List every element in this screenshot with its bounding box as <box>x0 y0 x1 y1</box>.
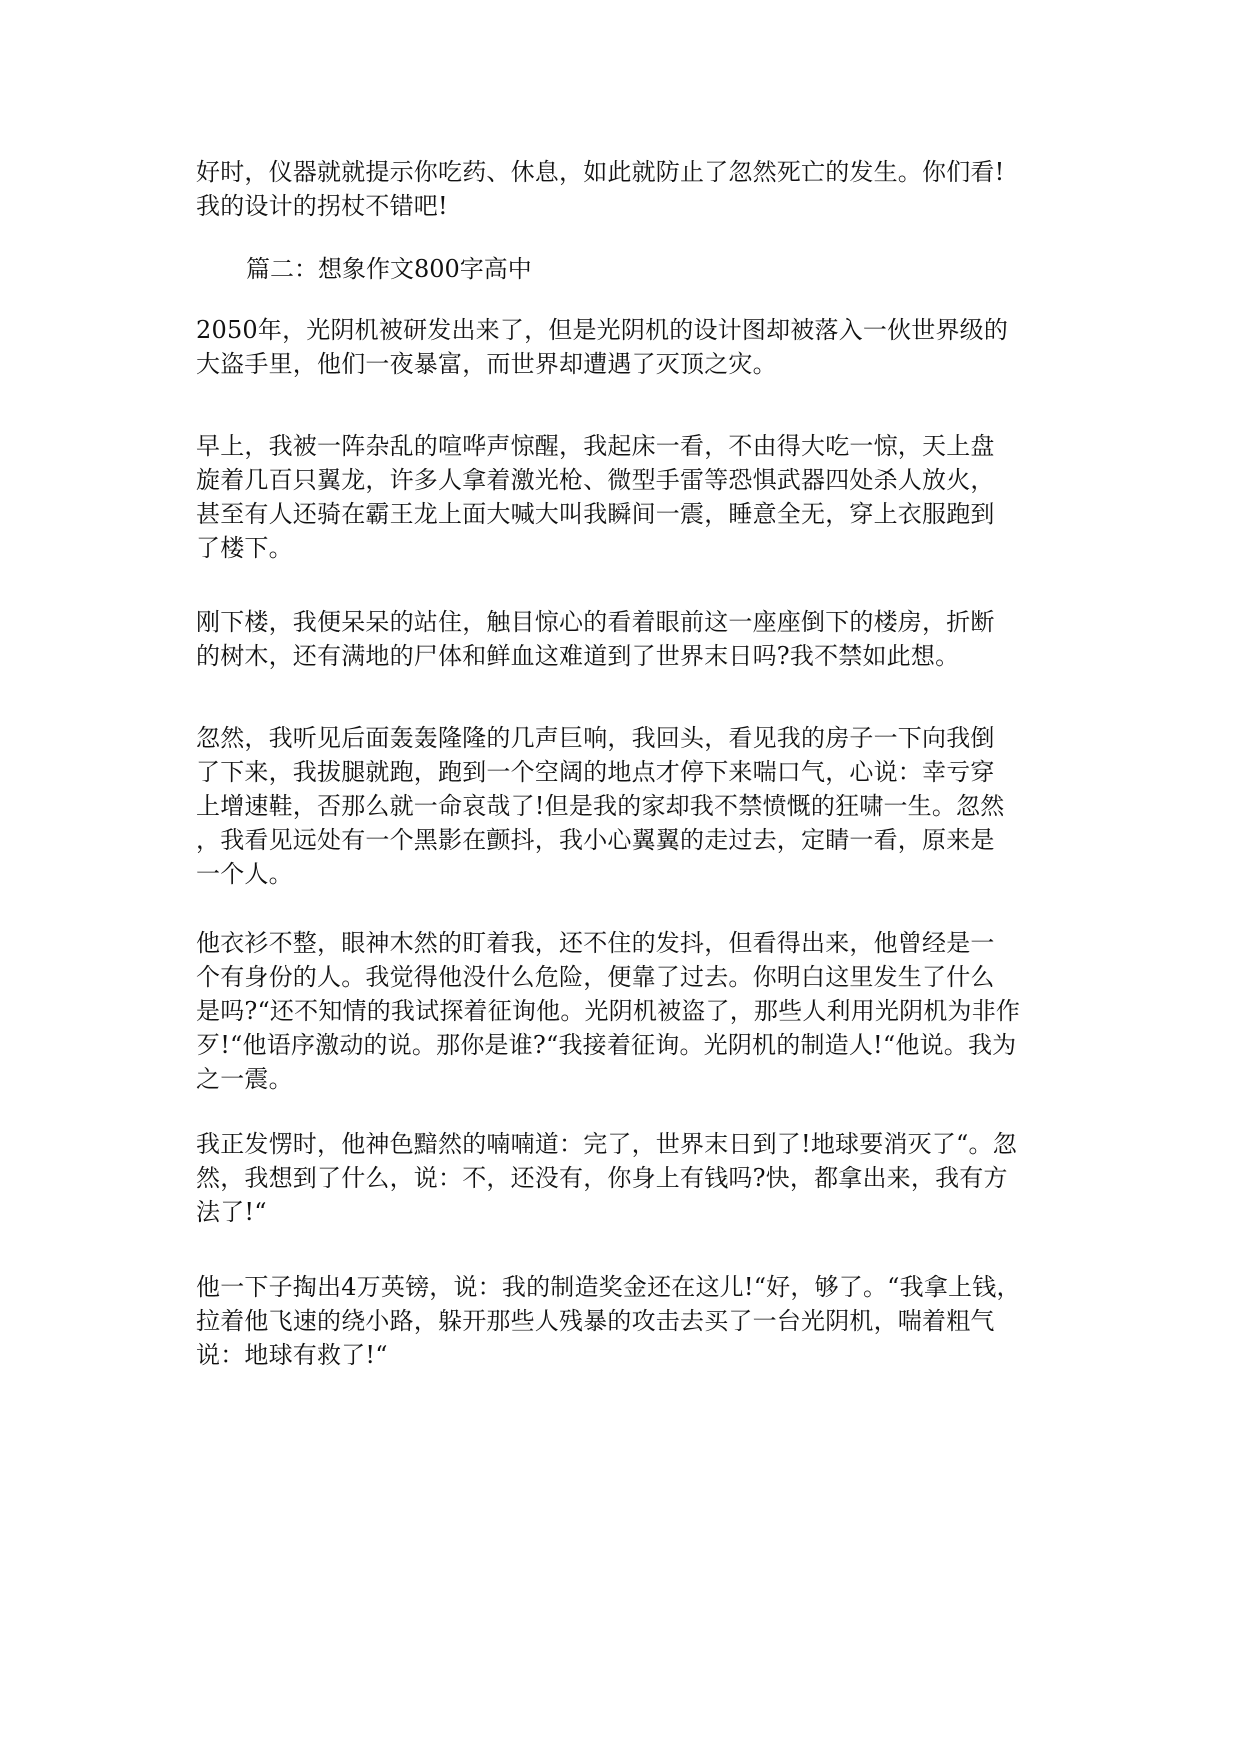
paragraph-cane-ending: 好时，仪器就就提示你吃药、休息，如此就防止了忽然死亡的发生。你们看! 我的设计的拐杖不错吧! <box>196 158 1005 220</box>
paragraph-downstairs: 刚下楼，我便呆呆的站住，触目惊心的看着眼前这一座座倒下的楼房，折断 的树木，还有满地的尸体和鲜血这难道到了世界末日吗?我不禁如此想。 <box>196 608 995 670</box>
paragraph-stranger: 他衣衫不整，眼神木然的盯着我，还不住的发抖，但看得出来，他曾经是一 个有身份的人。我觉得他没什么危险，便靠了过去。你明白这里发生了什么 是吗?“还不知情的我试探着征询他。光阴机被盗了，那些人利用光阴机为非作 歹!“他语序激动的说。那你是谁?“我接着征询。光阴机的制造人!“他说。我为 之一震。 <box>196 929 1021 1093</box>
paragraph-house-collapse: 忽然，我听见后面轰轰隆隆的几声巨响，我回头，看见我的房子一下向我倒 了下来，我拔腿就跑，跑到一个空阔的地点才停下来喘口气，心说：幸亏穿 上增速鞋，否那么就一命哀哉了!但是我的家却我不禁愤慨的狂啸一生。忽然 ，我看见远处有一个黑影在颤抖，我小心翼翼的走过去，定睛一看，原来是 一个人。 <box>196 724 1005 888</box>
paragraph-morning-chaos: 早上，我被一阵杂乱的喧哗声惊醒，我起床一看，不由得大吃一惊，天上盘 旋着几百只翼龙，许多人拿着激光枪、微型手雷等恐惧武器四处杀人放火， 甚至有人还骑在霸王龙上面大喊大叫我瞬间一震，睡意全无，穿上衣服跑到 了楼下。 <box>196 432 995 562</box>
paragraph-time-machine-stolen: 2050年，光阴机被研发出来了，但是光阴机的设计图却被落入一伙世界级的 大盗手里，他们一夜暴富，而世界却遭遇了灭顶之灾。 <box>196 316 1009 378</box>
section-heading: 篇二：想象作文800字高中 <box>246 255 532 283</box>
paragraph-idea: 我正发愣时，他神色黯然的喃喃道：完了，世界末日到了!地球要消灭了“。忽 然，我想到了什么，说：不，还没有，你身上有钱吗?快，都拿出来，我有方 法了!“ <box>196 1130 1017 1226</box>
paragraph-buy-machine: 他一下子掏出4万英镑，说：我的制造奖金还在这儿!“好，够了。“我拿上钱， 拉着他飞速的绕小路，躲开那些人残暴的攻击去买了一台光阴机，喘着粗气 说：地球有救了!“ <box>196 1273 1021 1369</box>
